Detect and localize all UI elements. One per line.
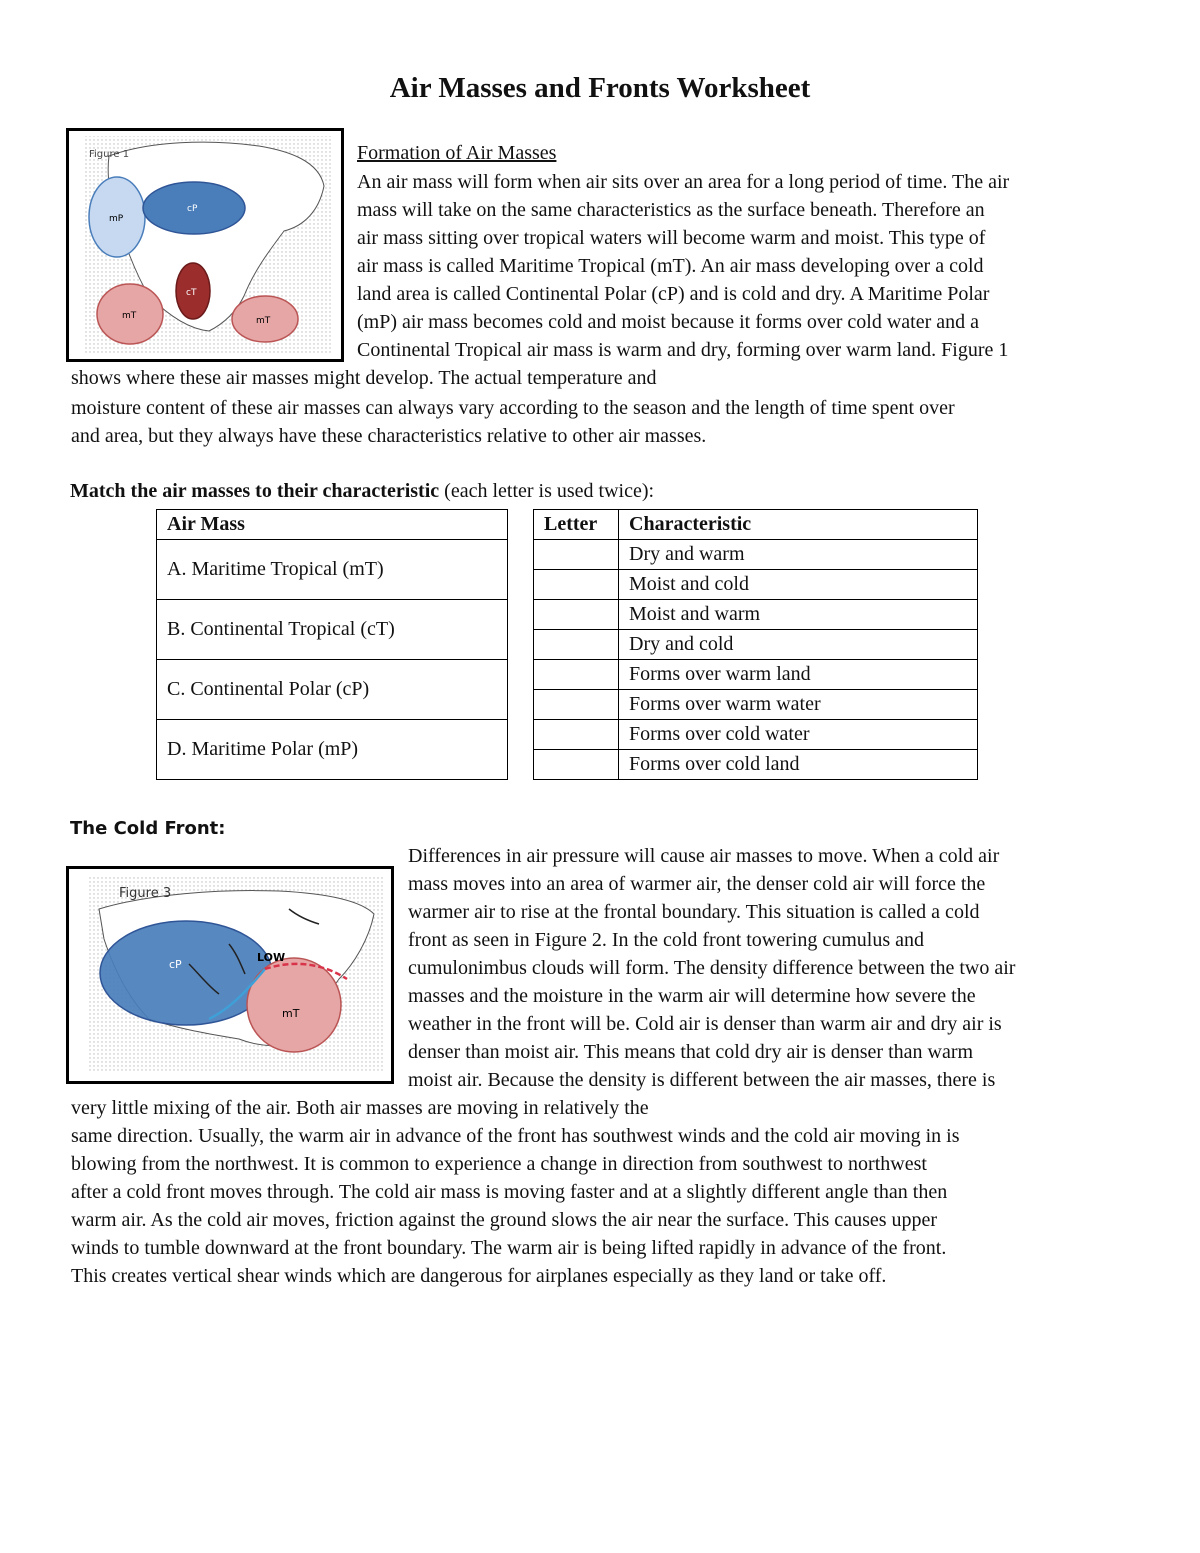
characteristic-cell: Dry and cold bbox=[619, 630, 978, 660]
figure-3-label: Figure 3 bbox=[119, 886, 172, 901]
match-heading bbox=[70, 480, 654, 503]
worksheet-title: Air Masses and Fronts Worksheet bbox=[389, 72, 811, 104]
formation-line-4: air mass is called Maritime Tropical (mT). An air mass developing over a cold bbox=[357, 255, 984, 277]
cold-front-line-15: winds to tumble downward at the front boundary. The warm air is being lifted rapidly in advance of the front. bbox=[71, 1237, 947, 1259]
cold-front-line-3: warmer air to rise at the frontal boundary. This situation is called a cold bbox=[408, 901, 980, 923]
figure-3-map bbox=[66, 866, 394, 1084]
air-mass-option-a: A. Maritime Tropical (mT) bbox=[157, 540, 508, 600]
formation-line-3: air mass sitting over tropical waters will become warm and moist. This type of bbox=[357, 227, 986, 249]
formation-line-6: (mP) air mass becomes cold and moist because it forms over cold water and a bbox=[357, 311, 980, 333]
match-heading-note: (each letter is used twice): bbox=[439, 480, 655, 502]
characteristic-table bbox=[533, 509, 978, 780]
figure-1-label: Figure 1 bbox=[89, 149, 130, 160]
letter-answer-cell[interactable] bbox=[534, 660, 619, 690]
formation-line-7: Continental Tropical air mass is warm and dry, forming over warm land. Figure 1 bbox=[357, 339, 1009, 361]
cold-front-line-8: denser than moist air. This means that cold dry air is denser than warm bbox=[408, 1041, 974, 1063]
letter-answer-cell[interactable] bbox=[534, 540, 619, 570]
low-pressure-label: LOW bbox=[257, 951, 286, 964]
cp-label: cP bbox=[169, 958, 182, 971]
characteristic-cell: Forms over cold water bbox=[619, 720, 978, 750]
cold-front-line-13: after a cold front moves through. The cold air mass is moving faster and at a slightly different angle than then bbox=[71, 1181, 948, 1203]
cold-front-line-7: weather in the front will be. Cold air is denser than warm air and dry air is bbox=[408, 1013, 1002, 1035]
air-mass-header: Air Mass bbox=[157, 510, 508, 540]
formation-line-2: mass will take on the same characteristics as the surface beneath. Therefore an bbox=[357, 199, 985, 221]
match-heading-bold: Match the air masses to their characteristic bbox=[70, 480, 440, 502]
letter-answer-cell[interactable] bbox=[534, 600, 619, 630]
letter-header: Letter bbox=[534, 510, 619, 540]
characteristic-cell: Forms over warm water bbox=[619, 690, 978, 720]
characteristic-cell: Forms over cold land bbox=[619, 750, 978, 780]
cold-front-line-2: mass moves into an area of warmer air, the denser cold air will force the bbox=[408, 873, 986, 895]
letter-answer-cell[interactable] bbox=[534, 750, 619, 780]
formation-line-10: and area, but they always have these characteristics relative to other air masses. bbox=[71, 425, 707, 447]
cp-air-mass bbox=[100, 921, 272, 1025]
mp-label: mP bbox=[109, 214, 124, 224]
ct-label: cT bbox=[186, 288, 197, 298]
mt-label-pacific: mT bbox=[122, 311, 137, 321]
cold-front-line-1: Differences in air pressure will cause air masses to move. When a cold air bbox=[408, 845, 1000, 867]
characteristic-cell: Forms over warm land bbox=[619, 660, 978, 690]
characteristic-cell: Moist and cold bbox=[619, 570, 978, 600]
formation-line-8: shows where these air masses might develop. The actual temperature and bbox=[71, 367, 657, 389]
cold-front-line-5: cumulonimbus clouds will form. The density difference between the two air bbox=[408, 957, 1016, 979]
mt-label-atlantic: mT bbox=[256, 316, 271, 326]
characteristic-header: Characteristic bbox=[619, 510, 978, 540]
characteristic-cell: Dry and warm bbox=[619, 540, 978, 570]
air-mass-table bbox=[156, 509, 508, 780]
air-mass-option-b: B. Continental Tropical (cT) bbox=[157, 600, 508, 660]
air-mass-map bbox=[69, 131, 341, 359]
formation-line-1: An air mass will form when air sits over an area for a long period of time. The air bbox=[357, 171, 1010, 193]
letter-answer-cell[interactable] bbox=[534, 690, 619, 720]
formation-line-9: moisture content of these air masses can always vary according to the season and the length of time spent over bbox=[71, 397, 955, 419]
letter-answer-cell[interactable] bbox=[534, 720, 619, 750]
mt-label: mT bbox=[282, 1007, 300, 1020]
characteristic-cell: Moist and warm bbox=[619, 600, 978, 630]
cold-front-line-14: warm air. As the cold air moves, friction against the ground slows the air near the surface. This causes upper bbox=[71, 1209, 938, 1231]
cold-front-line-11: same direction. Usually, the warm air in advance of the front has southwest winds and the cold air moving in is bbox=[71, 1125, 960, 1147]
cold-front-line-10: very little mixing of the air. Both air masses are moving in relatively the bbox=[71, 1097, 649, 1119]
cold-front-map bbox=[69, 869, 391, 1081]
formation-line-5: land area is called Continental Polar (cP) and is cold and dry. A Maritime Polar bbox=[357, 283, 990, 305]
cp-label: cP bbox=[187, 204, 198, 214]
letter-answer-cell[interactable] bbox=[534, 630, 619, 660]
cold-front-line-4: front as seen in Figure 2. In the cold front towering cumulus and bbox=[408, 929, 924, 951]
cold-front-line-12: blowing from the northwest. It is common to experience a change in direction from southwest to northwest bbox=[71, 1153, 927, 1175]
letter-answer-cell[interactable] bbox=[534, 570, 619, 600]
air-mass-option-c: C. Continental Polar (cP) bbox=[157, 660, 508, 720]
cold-front-heading: The Cold Front: bbox=[70, 818, 226, 839]
air-mass-option-d: D. Maritime Polar (mP) bbox=[157, 720, 508, 780]
cold-front-line-16: This creates vertical shear winds which are dangerous for airplanes especially as they land or take off. bbox=[71, 1265, 887, 1287]
cold-front-line-6: masses and the moisture in the warm air will determine how severe the bbox=[408, 985, 976, 1007]
cold-front-line-9: moist air. Because the density is different between the air masses, there is bbox=[408, 1069, 996, 1091]
formation-heading: Formation of Air Masses bbox=[357, 142, 557, 164]
figure-1-map bbox=[66, 128, 344, 362]
